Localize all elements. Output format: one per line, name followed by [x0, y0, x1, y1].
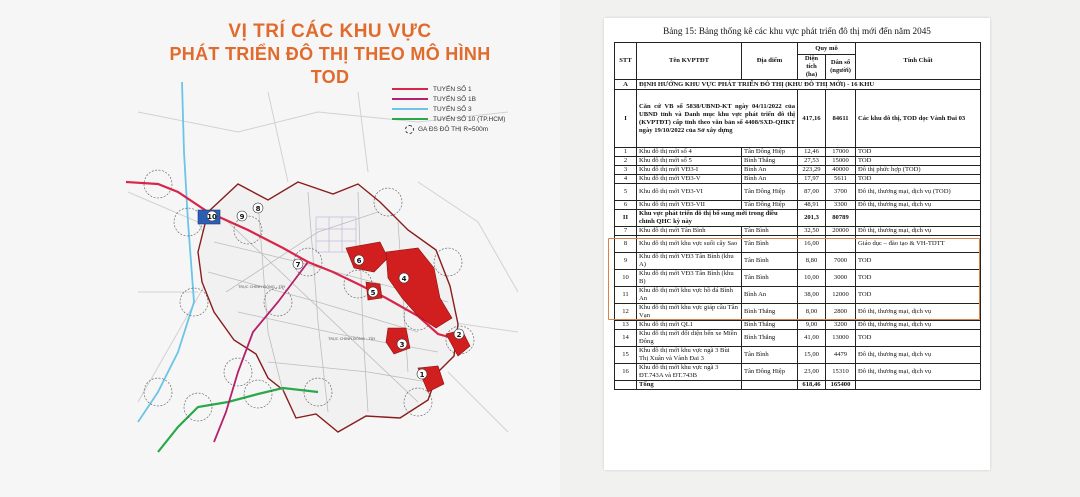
header-place: Địa điểm [742, 43, 798, 80]
cell-pop [826, 236, 856, 253]
cell-stt: 3 [615, 166, 637, 175]
cell-area: 27,53 [798, 157, 826, 166]
map-legend [392, 84, 537, 134]
statistics-table [614, 42, 981, 390]
cell-pop: 13000 [826, 330, 856, 347]
total-area: 618,46 [798, 381, 826, 390]
zone-label-7: 7 [295, 261, 301, 269]
cell-place: Bình An [742, 166, 798, 175]
cell-name: Khu đô thị mới đối diện bến xe Miền Đông [637, 330, 742, 347]
table-row [615, 227, 981, 236]
zone-label-6: 6 [356, 257, 362, 265]
cell-nature: TOD [856, 330, 981, 347]
table-row [615, 157, 981, 166]
total-stt [615, 381, 637, 390]
cell-area: 8,00 [798, 304, 826, 321]
group-i-rows [615, 148, 981, 210]
zone-label-2: 2 [456, 331, 462, 339]
cell-area: 223,29 [798, 166, 826, 175]
cell-area: 8,80 [798, 253, 826, 270]
map-title-line1: VỊ TRÍ CÁC KHU VỰC [228, 21, 432, 42]
road-label-east-west-1: TRỤC CHÍNH ĐÔNG - TÂY [238, 284, 286, 289]
cell-place: Tân Bình [742, 270, 798, 287]
cell-nature: TOD [856, 175, 981, 184]
legend-row-line-1b [392, 94, 537, 104]
legend-row-station-radius [392, 124, 537, 134]
cell-stt: 5 [615, 184, 637, 201]
cell-stt: 10 [615, 270, 637, 287]
group-ii-text: Khu vực phát triển đô thị bổ sung mới trong điều chỉnh QHC kỳ này [637, 210, 798, 227]
table-title: Bảng 15: Bảng thống kê các khu vực phát triển đô thị mới đến năm 2045 [663, 26, 931, 36]
table-row [615, 253, 981, 270]
cell-name: Khu đô thị mới khu vực hồ đá Bình An [637, 287, 742, 304]
cell-nature: TOD [856, 287, 981, 304]
legend-row-line-1 [392, 84, 537, 94]
group-ii-stt: II [615, 210, 637, 227]
cell-nature: Đô thị, thương mại, dịch vụ [856, 347, 981, 364]
cell-pop: 5611 [826, 175, 856, 184]
cell-area: 12,46 [798, 148, 826, 157]
table-row [615, 166, 981, 175]
zone-label-1: 1 [419, 371, 425, 379]
statistics-document [604, 18, 990, 470]
zone-label-10: 10 [207, 213, 217, 221]
cell-nature: TOD [856, 253, 981, 270]
group-ii-rows [615, 227, 981, 381]
zone-label-3: 3 [399, 341, 405, 349]
cell-place: Tân Đông Hiệp [742, 148, 798, 157]
zone-label-4: 4 [401, 275, 407, 283]
legend-row-line-10 [392, 114, 537, 124]
total-label: Tổng [637, 381, 742, 390]
cell-stt: 9 [615, 253, 637, 270]
legend-label: GA ĐS ĐÔ THỊ R=500m [418, 125, 489, 133]
total-pop: 165400 [826, 381, 856, 390]
table-row [615, 304, 981, 321]
metro-line-3 [138, 82, 194, 422]
legend-line-icon [392, 118, 428, 120]
cell-nature: Đô thị, thương mại, dịch vụ [856, 227, 981, 236]
cell-place: Tân Bình [742, 236, 798, 253]
cell-pop: 17000 [826, 148, 856, 157]
header-area: Diện tích (ha) [798, 55, 826, 80]
table-row [615, 347, 981, 364]
zone-label-9: 9 [239, 213, 245, 221]
cell-name: Khu đô thị mới khu vực suối cây Sao [637, 236, 742, 253]
cell-area: 48,91 [798, 201, 826, 210]
section-a-stt: A [615, 80, 637, 90]
group-i-stt: I [615, 90, 637, 148]
total-place [742, 381, 798, 390]
legend-label: TUYẾN SỐ 3 [433, 105, 472, 113]
cell-nature: Đô thị, thương mại, dịch vụ [856, 364, 981, 381]
cell-pop: 40000 [826, 166, 856, 175]
total-nature [856, 381, 981, 390]
section-a-row [615, 80, 981, 90]
legend-line-icon [392, 88, 428, 90]
table-row [615, 184, 981, 201]
cell-place: Bình Thắng [742, 330, 798, 347]
cell-place: Tân Bình [742, 253, 798, 270]
header-stt: STT [615, 43, 637, 80]
cell-pop: 15310 [826, 364, 856, 381]
cell-area: 16,00 [798, 236, 826, 253]
cell-place: Tân Đông Hiệp [742, 201, 798, 210]
cell-place: Tân Đông Hiệp [742, 364, 798, 381]
zone-label-5: 5 [370, 289, 376, 297]
cell-name: Khu đô thị mới VĐ3-I [637, 166, 742, 175]
cell-name: Khu đô thị mới khu vực ngã 3 Bùi Thị Xuân và Vành Đai 3 [637, 347, 742, 364]
cell-area: 23,00 [798, 364, 826, 381]
table-row [615, 270, 981, 287]
cell-pop: 12000 [826, 287, 856, 304]
cell-stt: 2 [615, 157, 637, 166]
cell-name: Khu đô thị mới VĐ3-V [637, 175, 742, 184]
cell-nature: Giáo dục – đào tạo & VH-TDTT [856, 236, 981, 253]
cell-stt: 8 [615, 236, 637, 253]
table-row [615, 330, 981, 347]
cell-area: 15,00 [798, 347, 826, 364]
cell-stt: 12 [615, 304, 637, 321]
group-i-text: Căn cứ VB số 5838/UBND-KT ngày 04/11/2022 của UBND tỉnh và Danh mục khu vực phát triển đô thị (KVPTĐT) cấp tỉnh theo văn bản số 4408/SXD-QHKT ngày 19/10/2022 của Sở xây dựng [637, 90, 798, 148]
legend-label: TUYẾN SỐ 1 [433, 85, 472, 93]
cell-nature: Đô thị, thương mại, dịch vụ [856, 304, 981, 321]
cell-name: Khu đô thị mới VĐ3 Tân Bình (khu B) [637, 270, 742, 287]
cell-name: Khu đô thị mới VĐ3-VII [637, 201, 742, 210]
cell-stt: 1 [615, 148, 637, 157]
table-row [615, 287, 981, 304]
road-label-east-west-2: TRỤC CHÍNH ĐÔNG - TÂY [328, 336, 376, 341]
cell-area: 10,00 [798, 270, 826, 287]
group-i-area: 417,16 [798, 90, 826, 148]
table-row [615, 148, 981, 157]
cell-area: 38,00 [798, 287, 826, 304]
cell-nature: Đô thị, thương mại, dịch vụ [856, 201, 981, 210]
zone-label-8: 8 [255, 205, 261, 213]
cell-area: 41,00 [798, 330, 826, 347]
group-ii-area: 201,3 [798, 210, 826, 227]
cell-name: Khu đô thị mới VĐ3 Tân Bình (khu A) [637, 253, 742, 270]
cell-place: Tân Đông Hiệp [742, 184, 798, 201]
table-row [615, 175, 981, 184]
group-ii-row [615, 210, 981, 227]
cell-name: Khu đô thị mới Tân Bình [637, 227, 742, 236]
cell-nature: TOD [856, 270, 981, 287]
table-row [615, 321, 981, 330]
cell-pop: 4479 [826, 347, 856, 364]
cell-name: Khu đô thị mới số 4 [637, 148, 742, 157]
cell-nature: Đô thị, thương mại, dịch vụ [856, 321, 981, 330]
legend-row-line-3 [392, 104, 537, 114]
group-ii-pop: 80789 [826, 210, 856, 227]
cell-nature: TOD [856, 157, 981, 166]
section-a-text: ĐỊNH HƯỚNG KHU VỰC PHÁT TRIỂN ĐÔ THỊ (KHU ĐÔ THỊ MỚI) - 16 KHU [637, 80, 981, 90]
cell-pop: 3200 [826, 321, 856, 330]
cell-name: Khu đô thị mới QL1 [637, 321, 742, 330]
group-ii-nature [856, 210, 981, 227]
cell-pop: 20000 [826, 227, 856, 236]
cell-stt: 16 [615, 364, 637, 381]
cell-name: Khu đô thị mới số 5 [637, 157, 742, 166]
header-name: Tên KVPTĐT [637, 43, 742, 80]
cell-stt: 13 [615, 321, 637, 330]
cell-pop: 3300 [826, 201, 856, 210]
legend-line-icon [392, 98, 428, 100]
cell-stt: 14 [615, 330, 637, 347]
cell-place: Tân Bình [742, 347, 798, 364]
table-header-row [615, 43, 981, 55]
cell-nature: Đô thị phức hợp (TOD) [856, 166, 981, 175]
legend-label: TUYẾN SỐ 1B [433, 95, 476, 103]
cell-place: Tân Bình [742, 227, 798, 236]
total-row [615, 381, 981, 390]
cell-place: Bình Thắng [742, 157, 798, 166]
cell-place: Bình An [742, 287, 798, 304]
cell-nature: Đô thị, thương mại, dịch vụ (TOD) [856, 184, 981, 201]
cell-name: Khu đô thị mới khu vực ngã 3 ĐT.743A và ĐT.743B [637, 364, 742, 381]
cell-area: 9,00 [798, 321, 826, 330]
cell-area: 87,00 [798, 184, 826, 201]
cell-name: Khu đô thị mới VĐ3-VI [637, 184, 742, 201]
cell-area: 17,97 [798, 175, 826, 184]
table-row [615, 236, 981, 253]
map-title-line2: PHÁT TRIỂN ĐÔ THỊ THEO MÔ HÌNH TOD [169, 44, 491, 87]
cell-pop: 7000 [826, 253, 856, 270]
header-nature: Tính Chất [856, 43, 981, 80]
cell-stt: 11 [615, 287, 637, 304]
header-pop: Dân số (người) [826, 55, 856, 80]
cell-stt: 7 [615, 227, 637, 236]
cell-area: 32,50 [798, 227, 826, 236]
cell-pop: 15000 [826, 157, 856, 166]
group-i-row [615, 90, 981, 148]
header-scale: Quy mô [798, 43, 856, 55]
cell-nature: TOD [856, 148, 981, 157]
group-i-pop: 84611 [826, 90, 856, 148]
cell-stt: 4 [615, 175, 637, 184]
cell-stt: 15 [615, 347, 637, 364]
cell-stt: 6 [615, 201, 637, 210]
group-i-nature: Các khu đô thị, TOD dọc Vành Đai 03 [856, 90, 981, 148]
table-row [615, 201, 981, 210]
cell-place: Bình Thắng [742, 304, 798, 321]
legend-label: TUYẾN SỐ 10 (TP.HCM) [433, 115, 506, 123]
cell-place: Bình Thắng [742, 321, 798, 330]
cell-place: Bình An [742, 175, 798, 184]
cell-name: Khu đô thị mới khu vực giáp cầu Tân Vạn [637, 304, 742, 321]
dashed-circle-icon [405, 125, 414, 134]
cell-pop: 2800 [826, 304, 856, 321]
table-row [615, 364, 981, 381]
legend-line-icon [392, 108, 428, 110]
cell-pop: 3000 [826, 270, 856, 287]
cell-pop: 3700 [826, 184, 856, 201]
